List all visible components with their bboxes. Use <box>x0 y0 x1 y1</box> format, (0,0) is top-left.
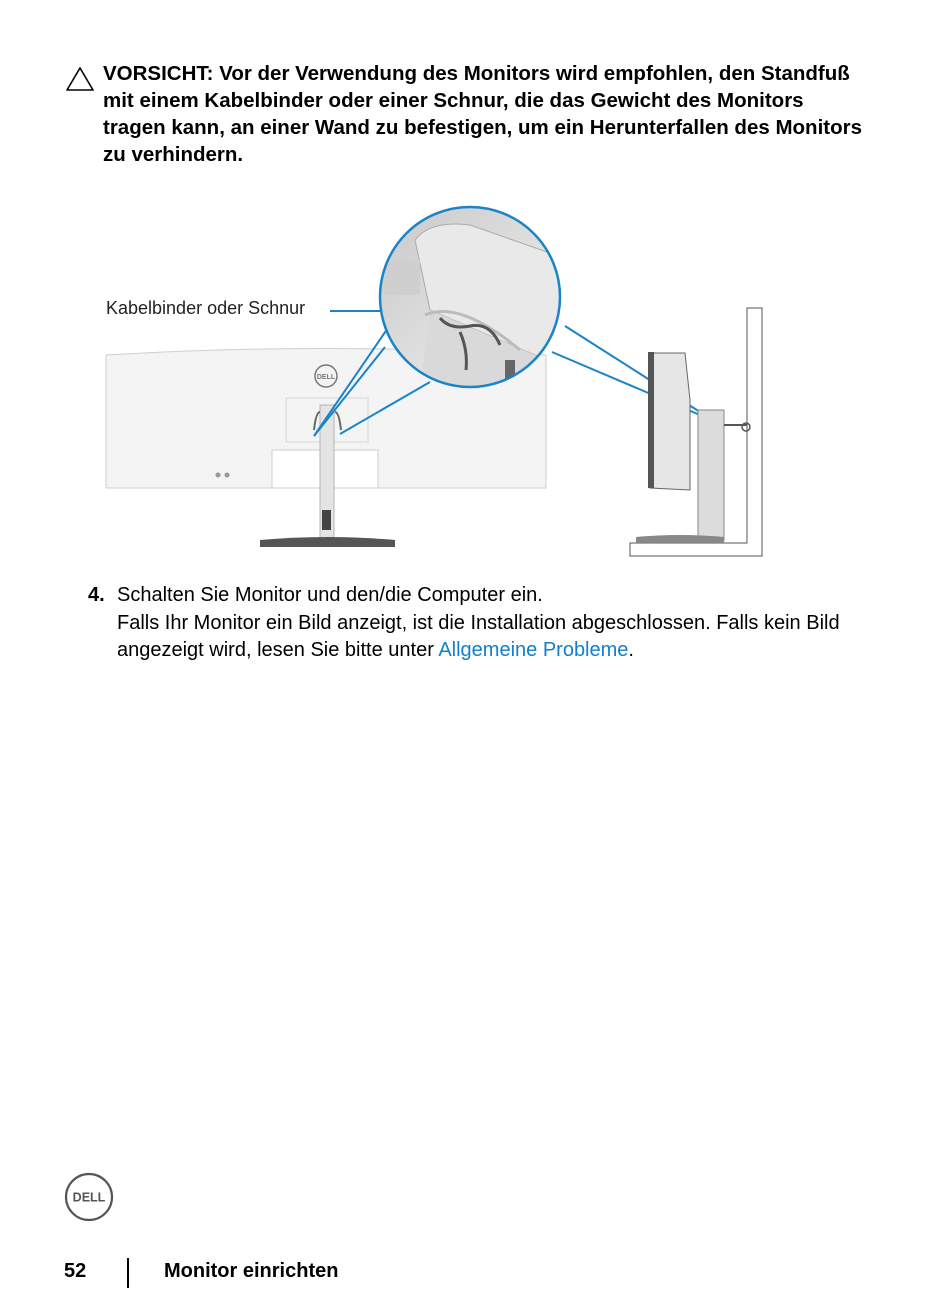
dell-logo-icon <box>64 1172 114 1222</box>
step-number: 4. <box>88 584 105 606</box>
dell-logo-text: DELL <box>72 1190 106 1205</box>
general-problems-link[interactable]: Allgemeine Probleme <box>438 639 629 661</box>
caution-text: VORSICHT: Vor der Verwendung des Monitors wird empfohlen, den Standfuß mit einem Kabelbinder oder einer Schnur, die das Gewicht des Monitors tragen kann, an einer Wand zu befestigen, um ein Herunterfallen des Monitors zu verhindern. <box>103 62 863 166</box>
page-footer <box>64 1258 664 1288</box>
footer-divider <box>127 1258 129 1288</box>
step-instruction: Schalten Sie Monitor und den/die Computer ein. <box>117 584 543 606</box>
step-result <box>117 610 878 665</box>
caution-note <box>66 60 866 168</box>
step-result-period: . <box>628 639 634 661</box>
warning-triangle-icon <box>66 66 94 92</box>
callout-label: Kabelbinder oder Schnur <box>106 298 306 318</box>
step-4 <box>88 582 878 665</box>
page-number: 52 <box>64 1260 87 1282</box>
monitor-side-view <box>630 308 762 556</box>
step-result-text: Falls Ihr Monitor ein Bild anzeigt, ist die Installation abgeschlossen. Falls kein Bild angezeigt wird, lesen Sie bitte unter <box>117 611 840 661</box>
section-title: Monitor einrichten <box>164 1260 339 1282</box>
monitor-wall-mount-illustration <box>0 200 950 580</box>
dell-badge-text: DELL <box>316 374 336 381</box>
